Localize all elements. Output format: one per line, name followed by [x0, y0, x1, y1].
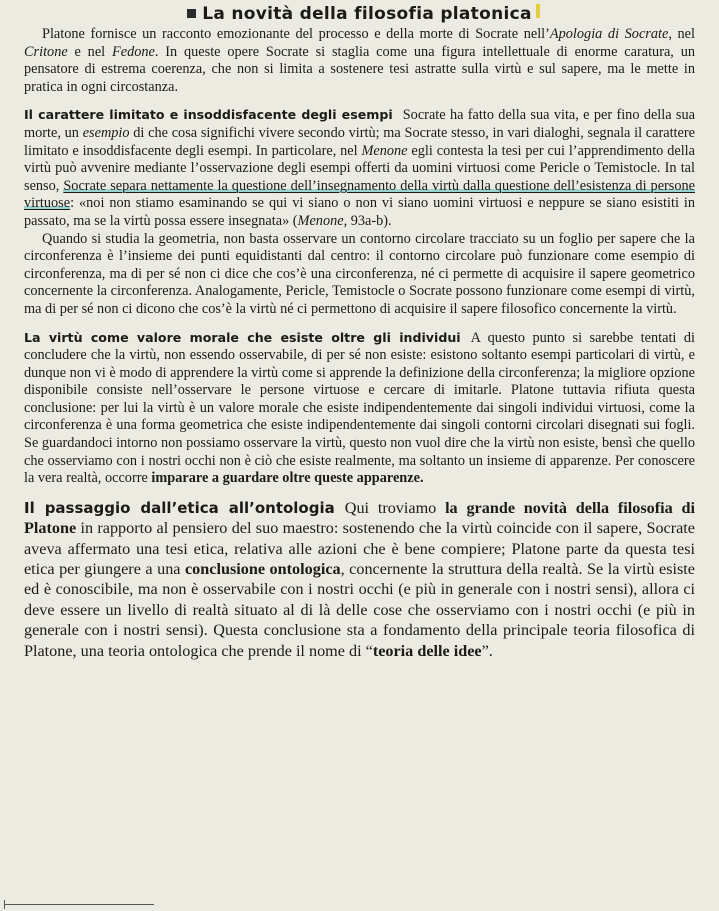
citation-menone: Menone [297, 212, 344, 229]
section-text: Qui troviamo [344, 498, 446, 517]
work-title-apologia: Apologia di Socrate [549, 26, 669, 42]
title-row [24, 4, 695, 24]
work-title-fedone: Fedone [111, 43, 155, 60]
bold-ontological-conclusion: conclusione ontologica [185, 560, 341, 579]
footnote-tick [4, 900, 5, 909]
section-ontology [24, 498, 695, 661]
intro-paragraph [24, 26, 695, 96]
section-examples [24, 106, 695, 230]
intro-text: e nel [67, 43, 112, 60]
intro-text: , nel [668, 26, 695, 42]
square-bullet-icon [187, 9, 196, 18]
section-text: egli contesta la tesi per cui l’apprendimento della virtù può avvenire mediante l’osservazione degli esempi offerti da uomini virtuosi come Pericle o Temistocle. In tal senso, [24, 142, 695, 194]
section-text: , 93a-b). [343, 212, 392, 229]
section-heading-virtue-value: La virtù come valore morale che esiste oltre gli individui [24, 329, 461, 345]
bold-novelty: la grande novità della filosofia di Platone [24, 498, 695, 538]
geometry-paragraph: Quando si studia la geometria, non basta osservare un contorno circolare tracciato su un foglio per sapere che la circonferenza è l’insieme dei punti equidistanti dal centro: il contorno circolare può funzionare come esempio di circonferenza, ma di per sé non ci dice che cos’è una circonferenza, né ci permette di acquisire il sapere geometrico concernente la circonferenza. Analogamente, Pericle, Temistocle o Socrate possono funzionare come esempi di virtù, ma di per sé non ci dicono che cos’è la virtù né ci permettono di acquisire il sapere filosofico concernente la virtù. [24, 230, 695, 317]
section-text: A questo punto si sarebbe tentati di concludere che la virtù, non essendo osservabile, di per sé non esiste: esistono soltanto esempi particolari di virtù, e dunque non vi è modo di apprendere la virtù come si apprende la definizione della circonferenza; la migliore opzione disponibile consiste nell’osservare le persone virtuose e cercare di imitarle. Platone tuttavia rifiuta questa conclusione: per lui la virtù è un valore morale che esiste indipendentemente dai singoli individui virtuosi, come la circonferenza è una forma geometrica che esiste indipendentemente dai singoli contorni circolari disegnati sui fogli. Se guardandoci intorno non possiamo osservare la virtù, questo non vuol dire che la virtù non esiste, bensì che quello che osserviamo con i nostri occhi non è ciò che esiste realmente, ma soltanto un insieme di apparenze. Per conoscere la vera realtà, occorre [24, 329, 695, 487]
work-title-menone: Menone [361, 142, 408, 159]
bold-conclusion: imparare a guardare oltre queste apparenze. [151, 470, 424, 487]
section-text: Socrate ha fatto della sua vita, e per fino della sua morte, un [24, 107, 695, 141]
intro-text: . In queste opere Socrate si staglia come una figura intellettuale di enorme caratura, un pensatore di estrema coerenza, che non si limita a sostenere tesi astratte sulla virtù e sul sapere, ma le mette in pratica in ogni circostanza. [24, 43, 695, 95]
section-text: , concernente la struttura della realtà. Se la virtù esiste ed è conoscibile, ma non è osservabile con i nostri occhi (e più in generale con i nostri sensi), allora ci deve essere un livello di realtà situato al di là delle cose che osserviamo con i nostri occhi (e più in generale con i nostri sensi). Questa conclusione sta a fondamento della principale teoria filosofica di Platone, una teoria ontologica che prende il nome di “ [24, 560, 695, 660]
section-text: : «noi non stiamo esaminando se qui vi siano o non vi siano uomini virtuosi e neppure se siano esistiti in passato, ma se la virtù possa essere insegnata» ( [24, 195, 695, 229]
section-text: in rapporto al pensiero del suo maestro: sostenendo che la virtù coincide con il sapere, Socrate aveva affermato una tesi etica, relativa alle azioni che è bene compiere; Platone parte da questa tesi etica per giungere a una [24, 519, 695, 579]
work-title-critone: Critone [24, 43, 68, 60]
bold-theory-of-ideas: teoria delle idee [372, 641, 482, 660]
highlighted-sentence: Socrate separa nettamente la questione dell’insegnamento della virtù dalla questione dell’esistenza di persone virtuose [24, 177, 696, 212]
section-virtue-value [24, 329, 695, 488]
footnote-rule [4, 904, 154, 905]
section-text: ”. [481, 641, 493, 660]
section-heading-ontology: Il passaggio dall’etica all’ontologia [24, 498, 335, 517]
section-text: di che cosa significhi vivere secondo virtù; ma Socrate stesso, in vari dialoghi, segnala il carattere limitato e insoddisfacente degli esempi. In particolare, nel [24, 124, 695, 159]
page-title: La novità della filosofia platonica [202, 4, 532, 24]
section-heading-examples: Il carattere limitato e insoddisfacente degli esempi [24, 107, 393, 123]
intro-text: Platone fornisce un racconto emozionante del processo e della morte di Socrate nell’ [42, 26, 550, 42]
emphasis-text: esempio [82, 124, 130, 141]
yellow-marker-icon [536, 4, 540, 18]
